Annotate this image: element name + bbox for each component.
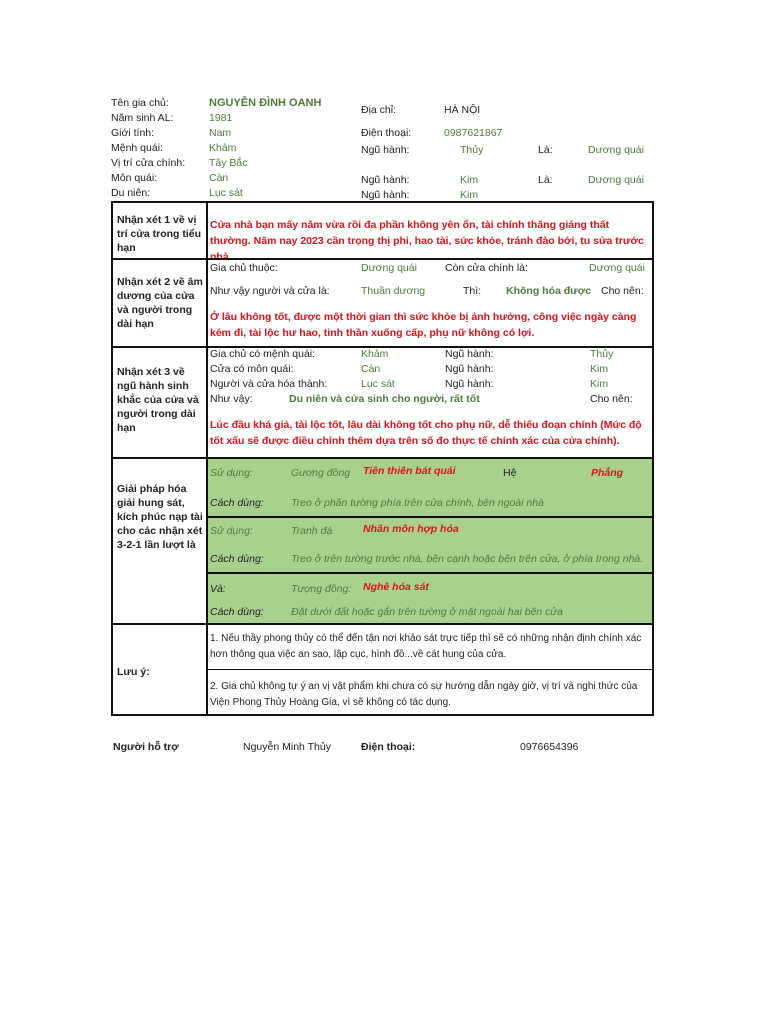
divider: [113, 623, 652, 625]
s4-item2-kind: Tranh đá: [291, 525, 333, 537]
door-position: Tây Bắc: [209, 157, 248, 169]
support-name: Nguyễn Minh Thủy: [243, 741, 331, 753]
support-phone: 0976654396: [520, 741, 579, 753]
element-1: Thủy: [460, 144, 484, 156]
label-du-nien: Du niên:: [111, 187, 151, 199]
section3-label: Nhận xét 3 về ngũ hành sinh khắc của cửa và người trong dài hạn: [117, 366, 199, 434]
s3-r2-label: Cửa có môn quái:: [210, 363, 294, 375]
s2-door-label: Còn cửa chính là:: [445, 262, 528, 274]
s3-should-label: Cho nên:: [590, 393, 633, 405]
s3-r2-el-label: Ngũ hành:: [445, 363, 494, 375]
owner-name: NGUYỄN ĐÌNH OANH: [209, 97, 322, 109]
solutions-panel: [208, 459, 652, 623]
gender: Nam: [209, 127, 232, 139]
s4-item1-sys: Hệ: [503, 467, 517, 479]
divider: [208, 572, 652, 574]
s4-item3-kind: Tượng đồng:: [291, 583, 352, 595]
s4-item3-how: Đặt dưới đất hoặc gắn trên tường ở mặt ngoài hai bên cửa: [291, 606, 563, 618]
s4-item1-type: Phẳng: [591, 467, 624, 479]
divider: [208, 516, 652, 518]
section4-label: Giải pháp hóa giải hung sát, kích phúc nạp tài cho các nhận xét 3-2-1 lần lượt là: [117, 483, 203, 551]
label-is-2: Là:: [538, 174, 553, 186]
label-address: Địa chỉ:: [361, 104, 397, 116]
note-1: 1. Nếu thầy phong thủy có thể đến tận nơi khảo sát trực tiếp thì sẽ có những nhận định chính xác hơn thông qua việc an sao, lập cục, hình đồ...về cát hung của cửa.: [210, 633, 642, 660]
s4-item1-how: Treo ở phần tường phía trên cửa chính, bên ngoài nhà: [291, 497, 544, 509]
s2-owner-val: Dương quái: [361, 262, 417, 274]
phone: 0987621867: [444, 127, 503, 139]
label-door-position: Vị trí cửa chính:: [111, 157, 186, 169]
s2-owner-label: Gia chủ thuộc:: [210, 262, 278, 274]
s4-use-label-2: Sử dụng:: [210, 525, 253, 537]
s4-item1-kind: Gương đồng: [291, 467, 351, 479]
label-phone: Điện thoại:: [361, 127, 412, 139]
life-trigram: Khảm: [209, 142, 237, 154]
s4-and-label: Và:: [210, 583, 226, 595]
label-owner-name: Tên gia chủ:: [111, 97, 169, 109]
section5-label: Lưu ý:: [117, 666, 150, 678]
label-element-2: Ngũ hành:: [361, 174, 410, 186]
s4-item2-how: Treo ở trên tường trước nhà, bên cạnh hoặc bên trên cửa, ở phía trong nhà.: [291, 553, 644, 565]
s4-how-label-2: Cách dùng:: [210, 553, 264, 565]
door-trigram: Càn: [209, 172, 229, 184]
label-gender: Giới tính:: [111, 127, 155, 139]
divider: [208, 669, 652, 670]
s2-then-label: Thì:: [463, 285, 482, 297]
s4-use-label-1: Sử dụng:: [210, 467, 253, 479]
s2-door-val: Dương quái: [589, 262, 645, 274]
s4-item2-name: Nhân môn hợp hóa: [363, 523, 459, 535]
du-nien: Lục sát: [209, 187, 243, 199]
section2-text: Ở lâu không tốt, được một thời gian thì sức khỏe bị ảnh hưởng, công việc ngày càng kém đi, tài lộc hư hao, tinh thần xuống cấp, phụ nữ không có lợi.: [210, 311, 637, 339]
divider: [113, 258, 652, 260]
s4-how-label-1: Cách dùng:: [210, 497, 264, 509]
label-life-trigram: Mệnh quái:: [111, 142, 163, 154]
address: HÀ NỘI: [444, 104, 481, 116]
s3-r2-el: Kim: [590, 363, 609, 375]
s3-r3-el: Kim: [590, 378, 609, 390]
s3-r3-label: Người và cửa hóa thành:: [210, 378, 328, 390]
label-birth-year: Năm sinh AL:: [111, 112, 174, 124]
s3-r1-el: Thủy: [590, 348, 614, 360]
type-1: Dương quái: [588, 144, 644, 156]
s3-r4-label: Như vậy:: [210, 393, 253, 405]
s3-r1-val: Khảm: [361, 348, 389, 360]
s3-r3-val: Lục sát: [361, 378, 395, 390]
section3-text: Lúc đầu khá giả, tài lộc tốt, lâu dài không tốt cho phụ nữ, dễ thiếu đoạn chính (Mức độ tốt xấu sẽ được điều chỉnh thêm dựa trên số đo thực tế chính xác của cửa chính).: [210, 419, 642, 447]
s3-r3-el-label: Ngũ hành:: [445, 378, 494, 390]
element-2: Kim: [460, 174, 479, 186]
support-label: Người hỗ trợ: [113, 741, 179, 753]
support-phone-label: Điện thoại:: [361, 741, 416, 753]
s4-item3-name: Nghê hóa sát: [363, 581, 429, 593]
s4-how-label-3: Cách dùng:: [210, 606, 264, 618]
label-element-3: Ngũ hành:: [361, 189, 410, 201]
s2-pair-label: Như vậy người và cửa là:: [210, 285, 330, 297]
birth-year: 1981: [209, 112, 233, 124]
s3-r2-val: Càn: [361, 363, 381, 375]
label-door-trigram: Môn quái:: [111, 172, 158, 184]
s3-r4-val: Du niên và cửa sinh cho người, rất tốt: [289, 393, 480, 405]
label-element-1: Ngũ hành:: [361, 144, 410, 156]
s3-r1-el-label: Ngũ hành:: [445, 348, 494, 360]
assessment-table: [111, 201, 654, 716]
type-2: Dương quái: [588, 174, 644, 186]
section1-label: Nhận xét 1 về vị trí cửa trong tiểu hạn: [117, 214, 202, 254]
note-2: 2. Gia chủ không tự ý an vị vật phẩm khi chưa có sự hướng dẫn ngày giờ, vị trí và nghi thức của Viện Phong Thủy Hoàng Gia, vì sẽ không có tác dụng.: [210, 681, 638, 708]
s2-pair-val: Thuần dương: [361, 285, 426, 297]
s2-should-label: Cho nên:: [601, 285, 644, 297]
s4-item1-name: Tiên thiên bát quái: [363, 465, 456, 477]
element-3: Kim: [460, 189, 479, 201]
section2-label: Nhận xét 2 về âm dương của cửa và người trong dài hạn: [117, 276, 203, 330]
s3-r1-label: Gia chủ có mệnh quái:: [210, 348, 316, 360]
s2-then-val: Không hóa được: [506, 285, 592, 297]
section1-text: Cửa nhà bạn mấy năm vừa rồi đa phần không yên ổn, tài chính thăng giáng thất thường. Năm nay 2023 cần trọng thị phi, hao tài, sức khỏe, tránh đào bới, tu sửa trước nhà.: [210, 219, 644, 263]
label-is-1: Là:: [538, 144, 553, 156]
